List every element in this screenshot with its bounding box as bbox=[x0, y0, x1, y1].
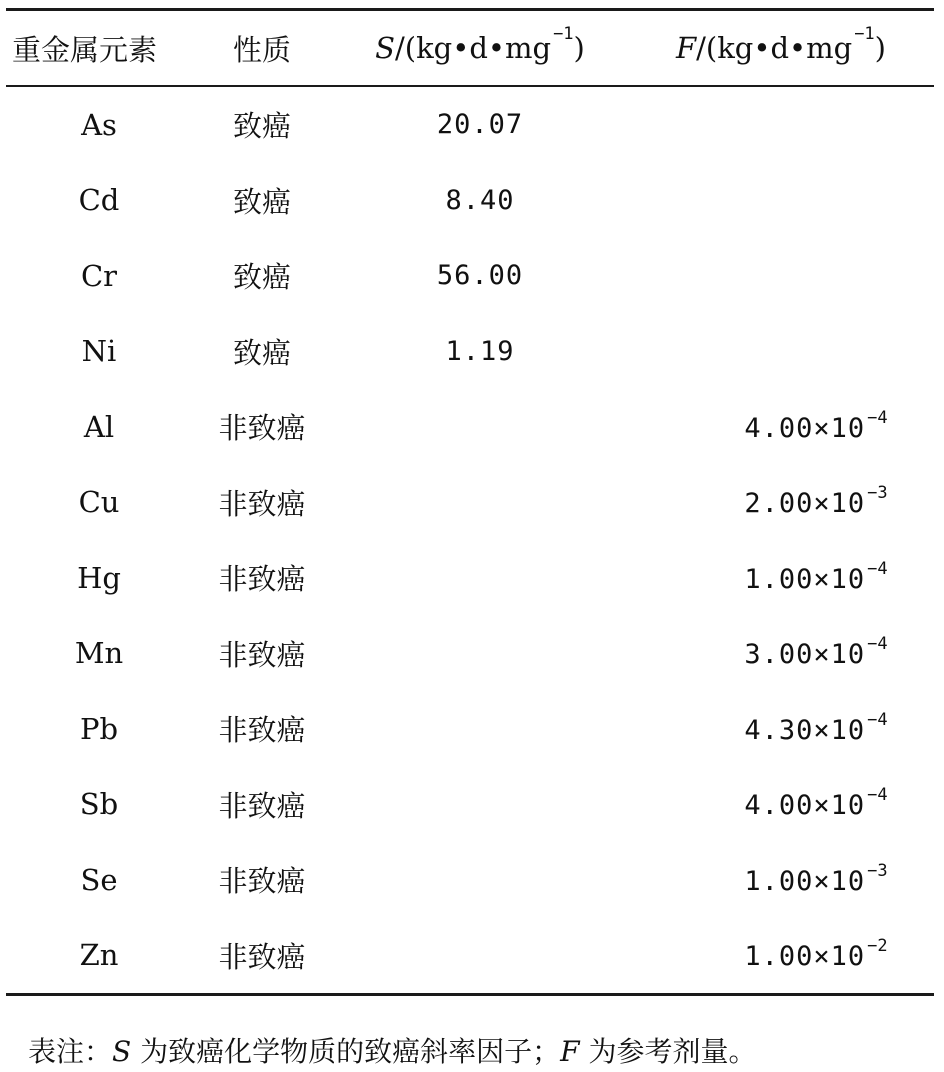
cell-reference-dose bbox=[628, 918, 934, 994]
header-f-unit: /(kg•d•mg bbox=[696, 31, 853, 65]
reference-dose-value bbox=[674, 485, 887, 519]
cell-reference-dose bbox=[628, 842, 934, 918]
cell-slope-factor bbox=[332, 540, 628, 616]
note-f-variable: F bbox=[560, 1035, 580, 1068]
cell-element: Al bbox=[83, 409, 115, 444]
table-row bbox=[6, 540, 934, 616]
cell-slope-factor: 56.00 bbox=[436, 260, 524, 292]
table-row bbox=[6, 238, 934, 314]
reference-dose-base: 1.00×10 bbox=[744, 941, 866, 973]
reference-dose-value bbox=[674, 860, 888, 897]
reference-dose-exponent: −4 bbox=[867, 785, 888, 806]
reference-dose-base: 1.00×10 bbox=[744, 865, 866, 897]
cell-reference-dose bbox=[628, 314, 934, 390]
cell-property: 非致癌 bbox=[218, 713, 306, 748]
cell-element: Zn bbox=[79, 938, 119, 973]
note-prefix: 表注： bbox=[28, 1035, 113, 1068]
note-s-variable: S bbox=[112, 1035, 132, 1068]
table-row bbox=[6, 842, 934, 918]
cell-element: Se bbox=[80, 862, 118, 897]
reference-dose-exponent: −3 bbox=[867, 483, 888, 504]
cell-reference-dose bbox=[628, 389, 934, 465]
header-s-unit: /(kg•d•mg bbox=[395, 31, 552, 65]
reference-dose-base: 1.00×10 bbox=[744, 563, 866, 595]
header-property: 性质 bbox=[232, 32, 291, 67]
cell-property: 非致癌 bbox=[218, 637, 306, 672]
cell-slope-factor bbox=[332, 691, 628, 767]
note-f-text: 为参考剂量。 bbox=[579, 1035, 757, 1068]
cell-reference-dose bbox=[628, 238, 934, 314]
header-s-variable: S bbox=[375, 31, 395, 65]
cell-property: 致癌 bbox=[232, 184, 291, 219]
cell-element: Cd bbox=[78, 183, 120, 218]
reference-dose-value bbox=[674, 407, 888, 444]
header-f-variable: F bbox=[676, 31, 697, 65]
cell-element: As bbox=[81, 107, 117, 142]
reference-dose-value bbox=[674, 709, 888, 746]
table-row bbox=[6, 691, 934, 767]
cell-slope-factor bbox=[332, 918, 628, 994]
cell-reference-dose bbox=[628, 691, 934, 767]
cell-property: 非致癌 bbox=[218, 486, 306, 521]
table-row bbox=[6, 389, 934, 465]
cell-reference-dose bbox=[628, 540, 934, 616]
reference-dose-exponent: −4 bbox=[867, 407, 888, 428]
table-body bbox=[6, 87, 934, 993]
cell-element: Ni bbox=[81, 334, 117, 369]
cell-slope-factor bbox=[332, 616, 628, 692]
table-row bbox=[6, 465, 934, 541]
reference-dose-value bbox=[674, 787, 887, 821]
header-s-close: ) bbox=[573, 31, 585, 65]
cell-element: Sb bbox=[79, 787, 119, 822]
cell-slope-factor: 20.07 bbox=[436, 109, 524, 141]
cell-element: Mn bbox=[74, 636, 124, 671]
header-s-exponent: −1 bbox=[553, 24, 574, 44]
table-row bbox=[6, 163, 934, 239]
table-bottom-rule bbox=[6, 993, 934, 996]
reference-dose-value bbox=[674, 558, 888, 595]
reference-dose-value bbox=[745, 334, 817, 368]
table-header-row bbox=[6, 11, 934, 85]
header-f-exponent: −1 bbox=[854, 24, 875, 44]
cell-reference-dose bbox=[628, 465, 934, 541]
cell-slope-factor: 1.19 bbox=[445, 335, 515, 367]
cell-property: 非致癌 bbox=[218, 788, 306, 823]
reference-dose-base: 2.00×10 bbox=[744, 488, 866, 520]
cell-property: 非致癌 bbox=[218, 939, 306, 974]
header-reference-dose bbox=[628, 11, 934, 85]
header-f-close: ) bbox=[874, 31, 886, 65]
cell-slope-factor bbox=[332, 842, 628, 918]
cell-property: 非致癌 bbox=[218, 411, 306, 446]
data-table bbox=[6, 8, 934, 996]
cell-element: Pb bbox=[79, 711, 119, 746]
reference-dose-exponent: −2 bbox=[867, 936, 888, 957]
reference-dose-base: 3.00×10 bbox=[744, 639, 866, 671]
cell-element: Cu bbox=[78, 485, 120, 520]
cell-reference-dose bbox=[628, 767, 934, 843]
cell-property: 致癌 bbox=[232, 109, 291, 144]
cell-property: 非致癌 bbox=[218, 864, 306, 899]
cell-slope-factor bbox=[332, 767, 628, 843]
reference-dose-exponent: −3 bbox=[867, 860, 888, 881]
cell-slope-factor: 8.40 bbox=[445, 184, 515, 216]
reference-dose-exponent: −4 bbox=[867, 709, 888, 730]
reference-dose-base: 4.30×10 bbox=[744, 714, 866, 746]
cell-property: 致癌 bbox=[232, 260, 291, 295]
reference-dose-base: 4.00×10 bbox=[744, 412, 866, 444]
cell-property: 致癌 bbox=[232, 335, 291, 370]
reference-dose-exponent: −4 bbox=[867, 558, 888, 579]
header-element: 重金属元素 bbox=[12, 32, 158, 67]
header-slope-factor bbox=[332, 11, 628, 85]
note-s-text: 为致癌化学物质的致癌斜率因子； bbox=[131, 1035, 561, 1068]
reference-dose-value bbox=[674, 938, 887, 972]
reference-dose-exponent: −4 bbox=[867, 634, 888, 655]
cell-slope-factor bbox=[332, 389, 628, 465]
table-row bbox=[6, 87, 934, 163]
cell-element: Hg bbox=[77, 560, 121, 595]
reference-dose-base: 4.00×10 bbox=[744, 790, 866, 822]
cell-slope-factor bbox=[332, 465, 628, 541]
reference-dose-value bbox=[674, 636, 887, 670]
table-note bbox=[28, 1030, 756, 1070]
cell-element: Cr bbox=[80, 258, 118, 293]
cell-property: 非致癌 bbox=[218, 562, 306, 597]
table-row bbox=[6, 918, 934, 994]
reference-dose-value bbox=[745, 259, 817, 293]
cell-reference-dose bbox=[628, 616, 934, 692]
reference-dose-value bbox=[745, 183, 817, 217]
table-row bbox=[6, 314, 934, 390]
cell-reference-dose bbox=[628, 87, 934, 163]
reference-dose-value bbox=[745, 108, 817, 142]
cell-reference-dose bbox=[628, 163, 934, 239]
table-row bbox=[6, 767, 934, 843]
table-row bbox=[6, 616, 934, 692]
